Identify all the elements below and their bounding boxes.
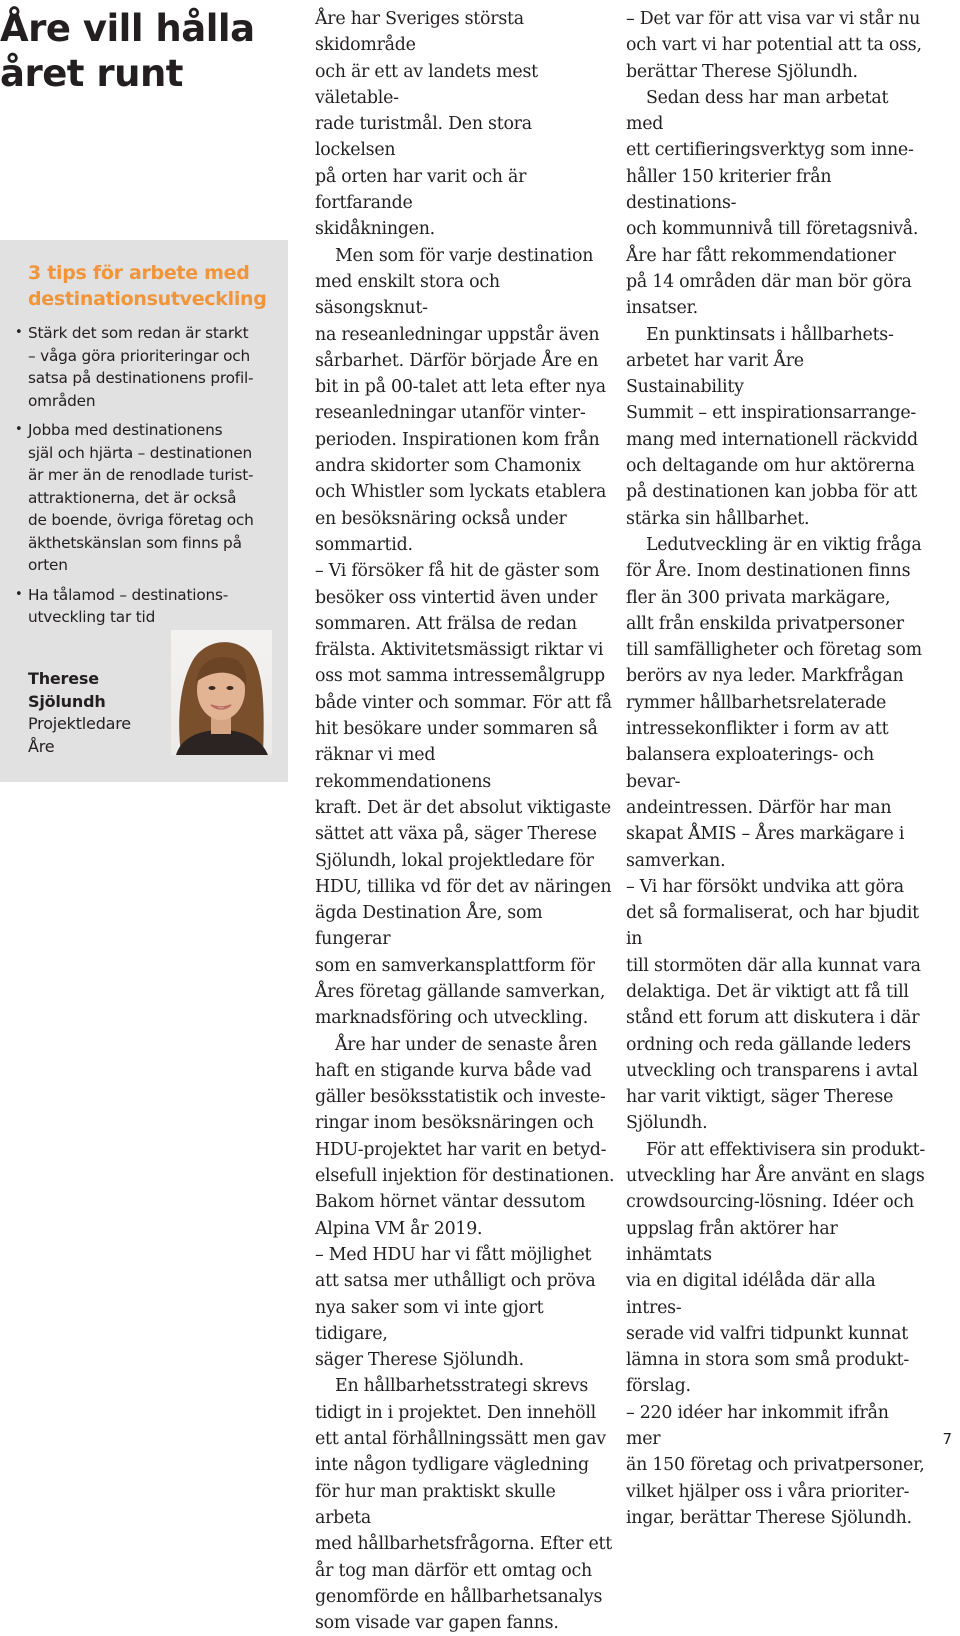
tip-line: äkthetskänslan som finns på [28, 533, 242, 552]
text-line: år tog man därför ett omtag och [315, 1560, 592, 1581]
text-line: Åre har fått rekommendationer [626, 245, 896, 266]
text-line: nya saker som vi inte gjort tidigare, [315, 1297, 544, 1344]
text-line: oss mot samma intressemålgrupp [315, 666, 605, 687]
text-line: på orten har varit och är fortfarande [315, 166, 527, 214]
paragraph [626, 1400, 926, 1531]
text-line: Bakom hörnet väntar dessutom [315, 1192, 586, 1213]
text-line: Sjölundh, lokal projektledare för [315, 850, 594, 871]
text-line: balansera exploaterings- och bevar- [626, 745, 874, 792]
portrait-illustration [171, 630, 272, 755]
text-line: berörs av nya leder. Markfrågan [626, 666, 904, 687]
text-line: frälsta. Aktivitetsmässigt riktar vi [315, 640, 604, 661]
text-line: ingar, berättar Therese Sjölundh. [626, 1507, 912, 1528]
text-line: sommartid. [315, 534, 413, 555]
text-line: sommaren. Att frälsa de redan [315, 613, 577, 634]
text-line: – Det var för att visa var vi står nu [626, 9, 921, 29]
text-line: utveckling och transparens i avtal [626, 1060, 918, 1081]
text-line: stärka sin hållbarhet. [626, 508, 810, 529]
tips-list [28, 322, 274, 629]
title-line: året runt [0, 52, 183, 95]
text-line: bit in på 00-talet att leta efter nya [315, 377, 606, 398]
text-line: har varit viktigt, säger Therese [626, 1087, 894, 1108]
tips-sidebar [0, 240, 288, 782]
text-line: vilket hjälper oss i våra prioriter- [626, 1481, 910, 1502]
tip-line: är mer än de renodlade turist- [28, 466, 254, 484]
person-place: Åre [28, 736, 55, 756]
text-line: perioden. Inspirationen kom från [315, 429, 600, 450]
article-title [0, 6, 300, 96]
paragraph [315, 243, 615, 559]
text-line: för Åre. Inom destinationen finns [626, 561, 911, 582]
paragraph [315, 6, 615, 243]
text-line: utveckling har Åre använt en slags [626, 1166, 925, 1187]
text-line: genomförde en hållbarhetsanalys [315, 1586, 603, 1607]
text-line: på destinationen kan jobba för att [626, 482, 917, 503]
paragraph [626, 6, 926, 85]
text-line: och vart vi har potential att ta oss, [626, 35, 922, 56]
text-line: lämna in stora som små produkt- [626, 1350, 910, 1371]
article-column-1 [315, 6, 615, 1636]
text-line: både vinter och sommar. För att få [315, 692, 612, 713]
text-line: säger Therese Sjölundh. [315, 1350, 524, 1371]
text-line: det så formaliserat, och har bjudit in [626, 903, 919, 950]
tip-line: satsa på destinationens profil- [28, 369, 254, 387]
title-line: Åre vill hålla [0, 7, 255, 50]
tip-line: orten [28, 556, 68, 574]
text-line: och Whistler som lyckats etablera [315, 482, 607, 503]
text-line: förslag. [626, 1376, 691, 1397]
text-line: – 220 idéer har inkommit ifrån mer [626, 1402, 889, 1450]
text-line: Ledutveckling är en viktig fråga [646, 534, 922, 555]
text-line: med enskilt stora och säsongsknut- [315, 271, 500, 319]
text-line: insatser. [626, 298, 698, 319]
text-line: andeintressen. Därför har man [626, 797, 892, 818]
text-line: delaktiga. Det är viktigt att få till [626, 981, 909, 1002]
tip-line: • Ha tålamod – destinations- [28, 585, 229, 604]
text-line: till stormöten där alla kunnat vara [626, 955, 921, 976]
person-name-line: Sjölundh [28, 691, 106, 711]
paragraph [626, 1137, 926, 1400]
tip-item [28, 584, 274, 629]
portrait-photo [171, 630, 272, 755]
text-line: mang med internationell räckvidd [626, 429, 918, 450]
text-line: ringar inom besöksnäringen och [315, 1113, 594, 1134]
paragraph [626, 85, 926, 322]
text-line: Alpina VM år 2019. [315, 1218, 483, 1239]
text-line: tidigt in i projektet. Den innehöll [315, 1402, 596, 1423]
text-line: fler än 300 privata markägare, [626, 587, 891, 608]
text-line: – Vi försöker få hit de gäster som [315, 561, 600, 582]
text-line: och är ett av landets mest väletable- [315, 61, 538, 108]
text-line: hit besökare under sommaren så [315, 719, 598, 740]
text-line: sättet att växa på, säger Therese [315, 824, 597, 845]
text-line: ett antal förhållningssätt men gav [315, 1429, 606, 1450]
text-line: till samfälligheter och företag som [626, 640, 922, 661]
text-line: besöker oss vintertid även under [315, 587, 598, 608]
text-line: Åres företag gällande samverkan, [315, 981, 606, 1002]
tip-line: • Jobba med destinationens [28, 421, 223, 439]
paragraph [626, 874, 926, 1137]
person-role: Projektledare [28, 714, 131, 733]
person-name-line: Therese [28, 669, 99, 688]
tip-line: de boende, övriga företag och [28, 511, 254, 529]
text-line: andra skidorter som Chamonix [315, 456, 581, 477]
text-line: rymmer hållbarhetsrelaterade [626, 692, 887, 713]
text-line: gäller besöksstatistik och investe- [315, 1087, 606, 1108]
text-line: en besöksnäring också under [315, 508, 567, 529]
text-line: inte någon tydligare vägledning [315, 1455, 589, 1476]
tip-line: områden [28, 391, 96, 410]
article-column-2 [626, 6, 926, 1531]
text-line: sårbarhet. Därför började Åre en [315, 350, 599, 371]
tips-heading [28, 260, 274, 312]
text-line: En hållbarhetsstrategi skrevs [335, 1376, 588, 1397]
text-line: att satsa mer uthålligt och pröva [315, 1271, 596, 1292]
text-line: och deltagande om hur aktörerna [626, 456, 915, 477]
contact-person [28, 668, 168, 758]
text-line: skidåkningen. [315, 219, 435, 240]
text-line: stånd ett forum att diskutera i där [626, 1008, 920, 1029]
paragraph [315, 1242, 615, 1373]
text-line: Summit – ett inspirationsarrange- [626, 403, 917, 424]
text-line: rade turistmål. Den stora lockelsen [315, 114, 532, 161]
paragraph [626, 322, 926, 532]
text-line: Åre har Sveriges största skidområde [315, 9, 524, 56]
text-line: och kommunnivå till företagsnivå. [626, 219, 919, 240]
text-line: räknar vi med rekommendationens [315, 745, 491, 792]
text-line: Sjölundh. [626, 1113, 708, 1134]
text-line: via en digital idélåda där alla intres- [626, 1271, 876, 1318]
text-line: samverkan. [626, 850, 726, 871]
tip-line: själ och hjärta – destinationen [28, 443, 253, 462]
text-line: HDU-projektet har varit en betyd- [315, 1139, 607, 1160]
text-line: – Vi har försökt undvika att göra [626, 876, 904, 897]
text-line: som en samverkansplattform för [315, 955, 595, 976]
paragraph [315, 1373, 615, 1636]
text-line: än 150 företag och privatpersoner, [626, 1455, 925, 1476]
paragraph [315, 1032, 615, 1242]
text-line: ordning och reda gällande leders [626, 1034, 911, 1055]
text-line: ägda Destination Åre, som fungerar [315, 903, 543, 950]
text-line: serade vid valfri tidpunkt kunnat [626, 1323, 909, 1344]
paragraph [315, 558, 615, 1031]
text-line: Åre har under de senaste åren [335, 1034, 598, 1055]
text-line: ett certifieringsverktyg som inne- [626, 140, 914, 161]
text-line: skapat ÅMIS – Åres markägare i [626, 824, 905, 845]
tips-heading-line: destinationsutveckling [28, 288, 267, 310]
tip-line: utveckling tar tid [28, 608, 156, 626]
text-line: arbetet har varit Åre Sustainability [626, 350, 804, 398]
tip-item [28, 419, 274, 577]
text-line: En punktinsats i hållbarhets- [646, 324, 894, 345]
text-line: på 14 områden där man bör göra [626, 271, 912, 292]
text-line: intressekonflikter i form av att [626, 719, 889, 740]
tip-line: attraktionerna, det är också [28, 488, 237, 507]
text-line: För att effektivisera sin produkt- [646, 1139, 926, 1160]
text-line: haft en stigande kurva både vad [315, 1060, 592, 1081]
text-line: – Med HDU har vi fått möjlighet [315, 1244, 592, 1265]
text-line: berättar Therese Sjölundh. [626, 61, 858, 82]
tip-line: – våga göra prioriteringar och [28, 346, 250, 365]
text-line: allt från enskilda privatpersoner [626, 613, 904, 634]
text-line: håller 150 kriterier från destinations- [626, 166, 832, 214]
tip-item [28, 322, 274, 412]
text-line: na reseanledningar uppstår även [315, 324, 600, 345]
tip-line: • Stärk det som redan är starkt [28, 324, 249, 342]
text-line: crowdsourcing-lösning. Idéer och [626, 1192, 914, 1213]
text-line: Men som för varje destination [335, 245, 594, 266]
text-line: som visade var gapen fanns. [315, 1613, 559, 1634]
text-line: elsefull injektion för destinationen. [315, 1166, 615, 1187]
text-line: med hållbarhetsfrågorna. Efter ett [315, 1534, 613, 1555]
text-line: kraft. Det är det absolut viktigaste [315, 797, 611, 818]
text-line: HDU, tillika vd för det av näringen [315, 876, 612, 897]
text-line: för hur man praktiskt skulle arbeta [315, 1481, 556, 1528]
text-line: Sedan dess har man arbetat med [626, 87, 889, 135]
paragraph [626, 532, 926, 874]
text-line: uppslag från aktörer har inhämtats [626, 1218, 838, 1265]
text-line: reseanledningar utanför vinter- [315, 403, 586, 424]
text-line: marknadsföring och utveckling. [315, 1008, 588, 1029]
page-number: 7 [942, 1430, 952, 1448]
tips-heading-line: 3 tips för arbete med [28, 262, 250, 284]
